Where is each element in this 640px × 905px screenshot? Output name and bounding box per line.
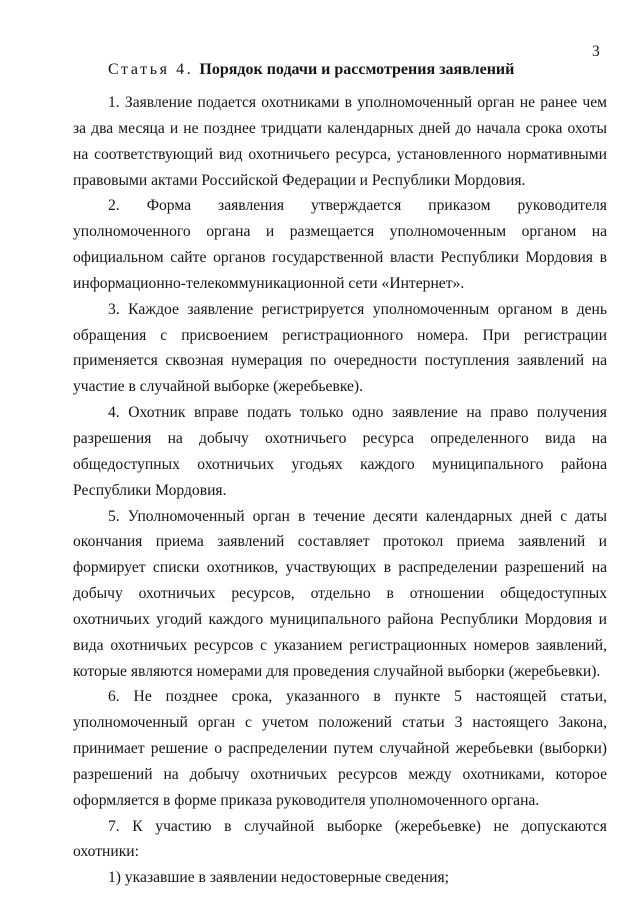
article-body (73, 90, 607, 891)
article-label: Статья 4. (108, 61, 194, 78)
paragraph-5: 5. Уполномоченный орган в течение десяти календарных дней с даты окончания приема заявлений составляет протокол приема заявлений и формирует списки охотников, участвующих в распределении разрешений на добычу охотничьих ресурсов, отдельно в отношении общедоступных охотничьих угодий каждого муниципального района Республики Мордовия и вида охотничьих ресурсов с указанием регистрационных номеров заявлений, которые являются номерами для проведения случайной выборки (жеребьевки). (73, 507, 607, 680)
paragraph-6: 6. Не позднее срока, указанного в пункте 5 настоящей статьи, уполномоченный орган с учетом положений статьи 3 настоящего Закона, принимает решение о распределении путем случайной жеребьевки (выборки) разрешений на добычу охотничьих ресурсов между охотниками, которое оформляется в форме приказа руководителя уполномоченного органа. (73, 688, 607, 809)
paragraph-3: 3. Каждое заявление регистрируется уполномоченным органом в день обращения с присвоением регистрационного номера. При регистрации применяется сквозная нумерация по очередности поступления заявлений на участие в случайной выборке (жеребьевке). (73, 300, 607, 396)
paragraph-7: 7. К участию в случайной выборке (жеребьевке) не допускаются охотники: (73, 817, 607, 861)
list-item-1: 1) указавшие в заявлении недостоверные сведения; (108, 869, 449, 887)
paragraph-2: 2. Форма заявления утверждается приказом руководителя уполномоченного органа и размещается уполномоченным органом на официальном сайте органов государственной власти Республики Мордовия в информационно-телекоммуникационной сети «Интернет». (73, 197, 607, 292)
page-number: 3 (592, 43, 600, 60)
paragraph-4: 4. Охотник вправе подать только одно заявление на право получения разрешения на добычу охотничьего ресурса определенного вида на общедоступных охотничьих угодьях каждого муниципального района Республики Мордовия. (73, 404, 607, 499)
article-title: Порядок подачи и рассмотрения заявлений (199, 61, 515, 78)
paragraph-1: 1. Заявление подается охотниками в уполномоченный орган не ранее чем за два месяца и не позднее тридцати календарных дней до начала срока охоты на соответствующий вид охотничьего ресурса, установленного нормативными правовыми актами Российской Федерации и Республики Мордовия. (73, 94, 607, 189)
article-heading (108, 59, 514, 81)
